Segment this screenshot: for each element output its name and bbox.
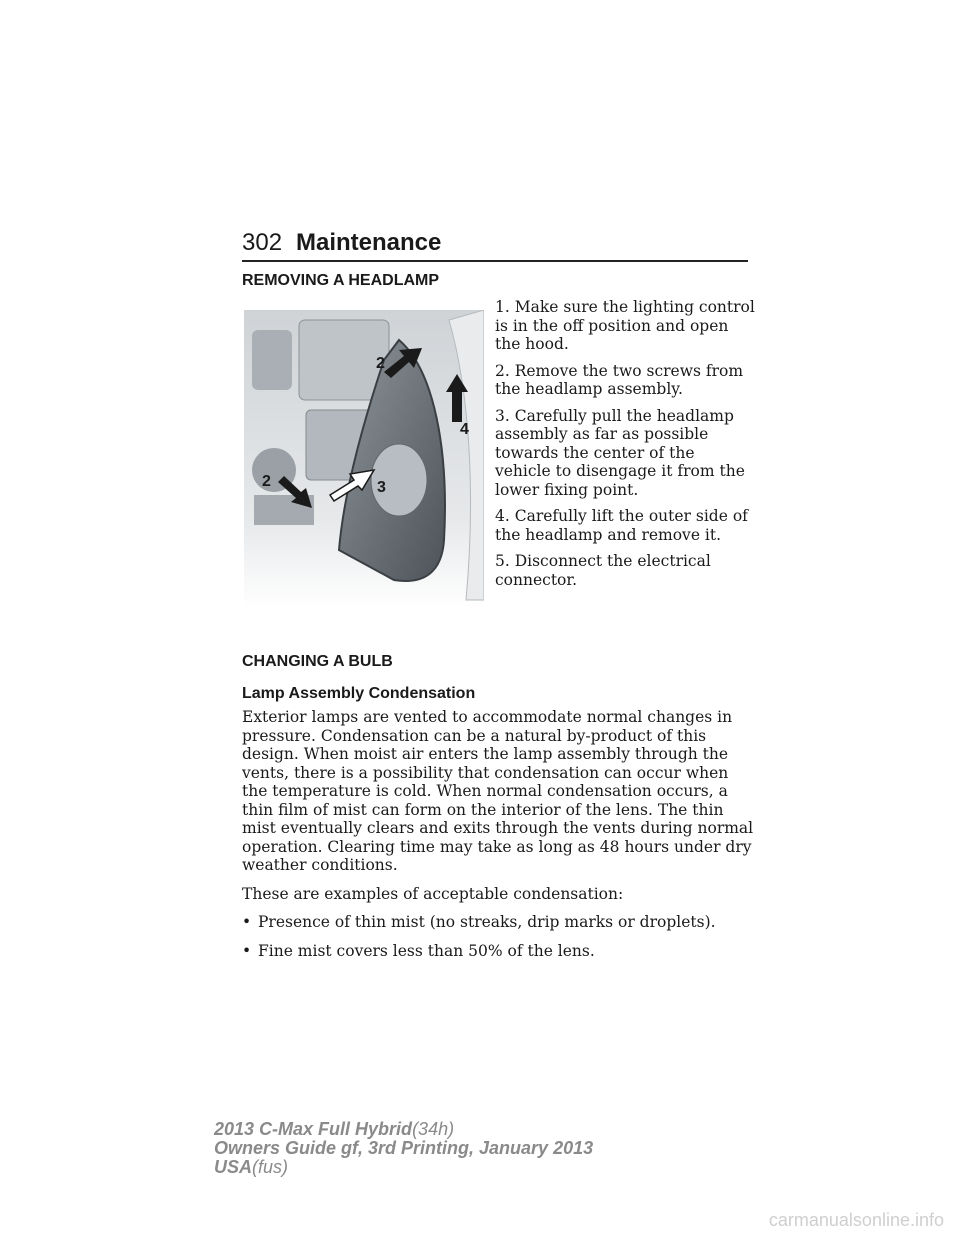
headlamp-removal-figure <box>244 310 484 608</box>
bullet-symbol: • <box>242 941 252 960</box>
condensation-paragraph: Exterior lamps are vented to accommodate normal changes in pressure. Condensation can be a natural by-product of this design. When moist air enters the lamp assembly through the vents, there is a possibility that condensation can occur when the temperature is cold. When normal condensation occurs, a thin film of mist can form on the interior of the lens. The thin mist eventually clears and exits through the vents during normal operation. Clearing time may take as long as 48 hours under dry weather conditions. <box>242 708 754 874</box>
step-4: 4. Carefully lift the outer side of the headlamp and remove it. <box>495 507 748 544</box>
bullet-symbol: • <box>242 913 252 931</box>
removal-steps <box>495 298 755 597</box>
step-5: 5. Disconnect the electrical connector. <box>495 552 711 589</box>
footer-edition: Owners Guide gf, 3rd Printing, January 2013 <box>214 1138 594 1158</box>
watermark: carmanualsonline.info <box>768 1210 944 1230</box>
condensation-examples <box>242 913 757 960</box>
page-footer <box>214 1120 593 1177</box>
list-item: • Fine mist covers less than 50% of the lens. <box>242 941 595 960</box>
callout-2-top: 2 <box>376 355 385 372</box>
headlamp-illustration <box>244 310 484 608</box>
condensation-subheading: Lamp Assembly Condensation <box>242 685 476 702</box>
footer-region: USA <box>214 1157 253 1177</box>
page-header <box>242 228 748 262</box>
callout-2-bottom: 2 <box>262 473 271 490</box>
examples-intro: These are examples of acceptable condensation: <box>242 884 624 903</box>
footer-model-code: (34h) <box>412 1119 455 1139</box>
page-number: 302 <box>242 229 283 256</box>
list-item: • Presence of thin mist (no streaks, drip marks or droplets). <box>242 913 716 931</box>
callout-3: 3 <box>377 479 386 496</box>
removing-headlamp-heading: REMOVING A HEADLAMP <box>242 272 440 289</box>
footer-region-code: (fus) <box>252 1157 289 1177</box>
step-1: 1. Make sure the lighting control is in the off position and open the hood. <box>495 298 755 353</box>
condensation-body <box>242 708 757 970</box>
section-title: Maintenance <box>296 229 442 256</box>
footer-model: 2013 C-Max Full Hybrid <box>214 1119 413 1139</box>
step-2: 2. Remove the two screws from the headlamp assembly. <box>495 361 744 398</box>
step-3: 3. Carefully pull the headlamp assembly as far as possible towards the center of the vehicle to disengage it from the lower fixing point. <box>495 406 745 499</box>
changing-bulb-heading: CHANGING A BULB <box>242 653 393 670</box>
callout-4: 4 <box>460 421 469 438</box>
